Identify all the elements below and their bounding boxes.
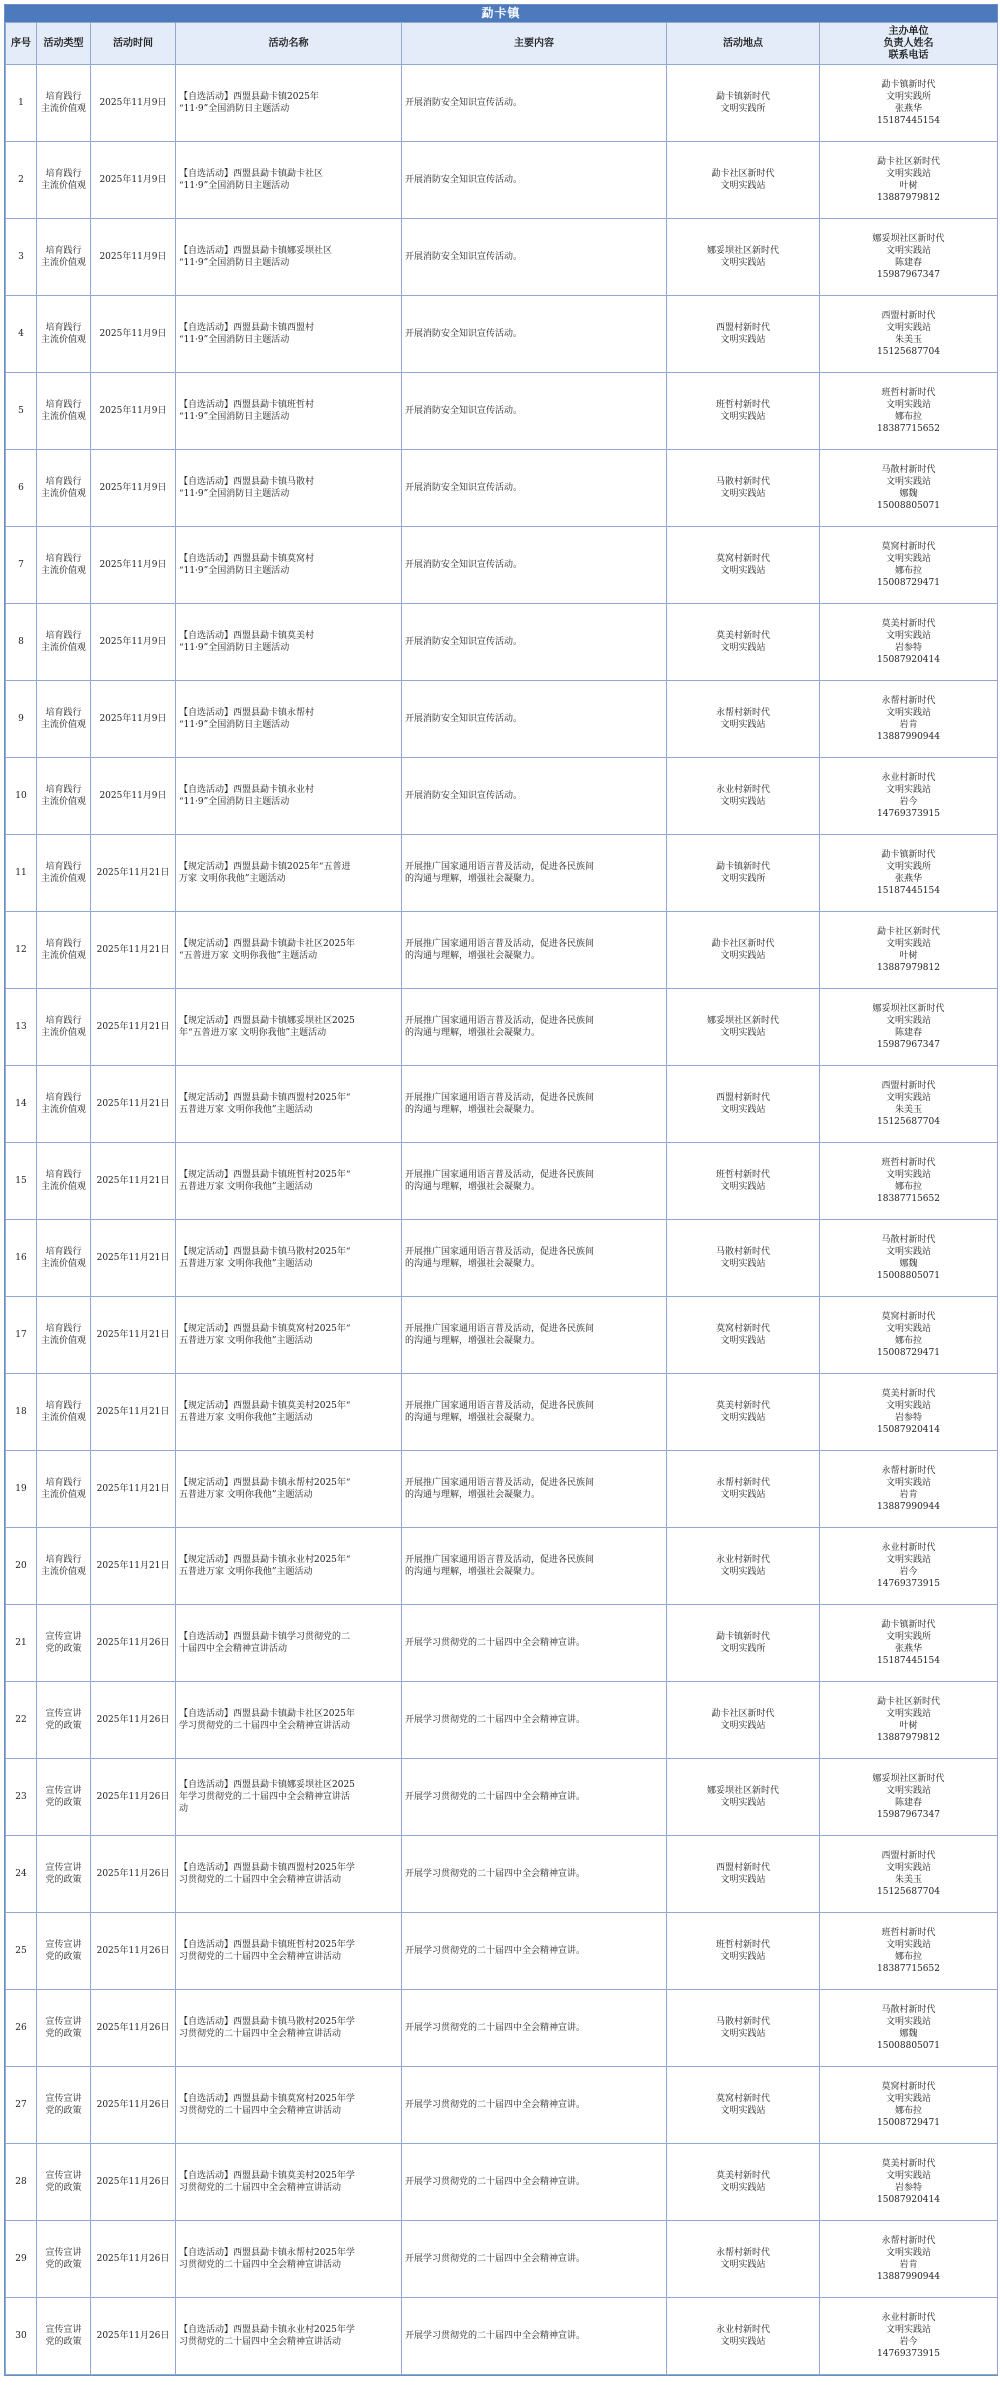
cell-content: 开展消防安全知识宣传活动。 <box>402 527 667 604</box>
cell-name: 【规定活动】西盟县勐卡镇永业村2025年“ 五普进万家 文明你我他”主题活动 <box>176 1528 402 1605</box>
cell-type: 宣传宣讲 党的政策 <box>37 1605 91 1682</box>
cell-content: 开展消防安全知识宣传活动。 <box>402 142 667 219</box>
cell-seq: 19 <box>6 1451 37 1528</box>
cell-place: 班哲村新时代 文明实践站 <box>667 1913 820 1990</box>
table-row <box>6 527 998 604</box>
cell-type: 宣传宣讲 党的政策 <box>37 2144 91 2221</box>
cell-seq: 22 <box>6 1682 37 1759</box>
table-row <box>6 1759 998 1836</box>
cell-name: 【自选活动】西盟县勐卡镇永业村2025年学 习贯彻党的二十届四中全会精神宣讲活动 <box>176 2298 402 2375</box>
table-row <box>6 1605 998 1682</box>
cell-time: 2025年11月26日 <box>91 1990 176 2067</box>
cell-place: 勐卡社区新时代 文明实践站 <box>667 1682 820 1759</box>
header-name: 活动名称 <box>176 23 402 65</box>
table-row <box>6 604 998 681</box>
table-row <box>6 1682 998 1759</box>
cell-org: 西盟村新时代 文明实践站 朱美玉 15125687704 <box>820 1066 998 1143</box>
cell-time: 2025年11月21日 <box>91 1066 176 1143</box>
cell-type: 培育践行 主流价值观 <box>37 758 91 835</box>
cell-type: 培育践行 主流价值观 <box>37 604 91 681</box>
cell-org: 勐卡镇新时代 文明实践所 张燕华 15187445154 <box>820 65 998 142</box>
cell-content: 开展消防安全知识宣传活动。 <box>402 758 667 835</box>
cell-time: 2025年11月9日 <box>91 758 176 835</box>
table-row <box>6 1220 998 1297</box>
cell-seq: 28 <box>6 2144 37 2221</box>
cell-seq: 13 <box>6 989 37 1066</box>
cell-type: 宣传宣讲 党的政策 <box>37 2067 91 2144</box>
table-row <box>6 2067 998 2144</box>
cell-seq: 20 <box>6 1528 37 1605</box>
cell-name: 【自选活动】西盟县勐卡镇勐卡社区2025年 学习贯彻党的二十届四中全会精神宣讲活动 <box>176 1682 402 1759</box>
cell-time: 2025年11月21日 <box>91 989 176 1066</box>
cell-seq: 23 <box>6 1759 37 1836</box>
cell-type: 培育践行 主流价值观 <box>37 1451 91 1528</box>
table-row <box>6 450 998 527</box>
cell-time: 2025年11月21日 <box>91 1297 176 1374</box>
cell-name: 【规定活动】西盟县勐卡镇班哲村2025年“ 五普进万家 文明你我他”主题活动 <box>176 1143 402 1220</box>
cell-name: 【自选活动】西盟县勐卡镇2025年 “11·9”全国消防日主题活动 <box>176 65 402 142</box>
table-row <box>6 296 998 373</box>
activity-table <box>5 22 998 2375</box>
cell-content: 开展学习贯彻党的二十届四中全会精神宣讲。 <box>402 2298 667 2375</box>
cell-org: 永帮村新时代 文明实践站 岩肯 13887990944 <box>820 1451 998 1528</box>
cell-content: 开展学习贯彻党的二十届四中全会精神宣讲。 <box>402 2067 667 2144</box>
cell-type: 宣传宣讲 党的政策 <box>37 2298 91 2375</box>
table-row <box>6 1451 998 1528</box>
header-row <box>6 23 998 65</box>
cell-type: 培育践行 主流价值观 <box>37 450 91 527</box>
cell-name: 【自选活动】西盟县勐卡镇班哲村2025年学 习贯彻党的二十届四中全会精神宣讲活动 <box>176 1913 402 1990</box>
cell-name: 【自选活动】西盟县勐卡镇莫美村2025年学 习贯彻党的二十届四中全会精神宣讲活动 <box>176 2144 402 2221</box>
cell-place: 莫美村新时代 文明实践站 <box>667 604 820 681</box>
table-row <box>6 1066 998 1143</box>
cell-content: 开展推广国家通用语言普及活动，促进各民族间 的沟通与理解，增强社会凝聚力。 <box>402 835 667 912</box>
cell-time: 2025年11月9日 <box>91 527 176 604</box>
table-row <box>6 1374 998 1451</box>
cell-seq: 11 <box>6 835 37 912</box>
cell-type: 培育践行 主流价值观 <box>37 835 91 912</box>
cell-place: 勐卡社区新时代 文明实践站 <box>667 142 820 219</box>
cell-content: 开展学习贯彻党的二十届四中全会精神宣讲。 <box>402 1836 667 1913</box>
cell-name: 【自选活动】西盟县勐卡镇西盟村 “11·9”全国消防日主题活动 <box>176 296 402 373</box>
cell-org: 娜妥坝社区新时代 文明实践站 陈建春 15987967347 <box>820 219 998 296</box>
cell-type: 培育践行 主流价值观 <box>37 1297 91 1374</box>
cell-seq: 29 <box>6 2221 37 2298</box>
cell-time: 2025年11月9日 <box>91 450 176 527</box>
cell-time: 2025年11月21日 <box>91 1528 176 1605</box>
table-row <box>6 1913 998 1990</box>
cell-org: 马散村新时代 文明实践站 娜魏 15008805071 <box>820 1220 998 1297</box>
cell-time: 2025年11月26日 <box>91 1836 176 1913</box>
table-row <box>6 1143 998 1220</box>
table-row <box>6 912 998 989</box>
cell-type: 宣传宣讲 党的政策 <box>37 1913 91 1990</box>
table-row <box>6 1836 998 1913</box>
cell-seq: 9 <box>6 681 37 758</box>
cell-place: 永业村新时代 文明实践站 <box>667 758 820 835</box>
table-row <box>6 373 998 450</box>
header-place: 活动地点 <box>667 23 820 65</box>
cell-time: 2025年11月26日 <box>91 1759 176 1836</box>
cell-place: 马散村新时代 文明实践站 <box>667 1990 820 2067</box>
cell-name: 【规定活动】西盟县勐卡镇永帮村2025年“ 五普进万家 文明你我他”主题活动 <box>176 1451 402 1528</box>
cell-time: 2025年11月21日 <box>91 1451 176 1528</box>
cell-name: 【自选活动】西盟县勐卡镇马散村2025年学 习贯彻党的二十届四中全会精神宣讲活动 <box>176 1990 402 2067</box>
cell-name: 【规定活动】西盟县勐卡镇2025年“五普进 万家 文明你我他”主题活动 <box>176 835 402 912</box>
cell-org: 永业村新时代 文明实践站 岩今 14769373915 <box>820 2298 998 2375</box>
cell-time: 2025年11月26日 <box>91 2221 176 2298</box>
cell-time: 2025年11月9日 <box>91 296 176 373</box>
cell-time: 2025年11月9日 <box>91 604 176 681</box>
cell-seq: 15 <box>6 1143 37 1220</box>
cell-name: 【自选活动】西盟县勐卡镇莫窝村 “11·9”全国消防日主题活动 <box>176 527 402 604</box>
cell-seq: 16 <box>6 1220 37 1297</box>
cell-place: 西盟村新时代 文明实践站 <box>667 1066 820 1143</box>
cell-type: 培育践行 主流价值观 <box>37 1143 91 1220</box>
cell-time: 2025年11月9日 <box>91 219 176 296</box>
cell-name: 【自选活动】西盟县勐卡镇勐卡社区 “11·9”全国消防日主题活动 <box>176 142 402 219</box>
cell-place: 莫美村新时代 文明实践站 <box>667 2144 820 2221</box>
cell-time: 2025年11月21日 <box>91 1143 176 1220</box>
table-row <box>6 2298 998 2375</box>
table-row <box>6 219 998 296</box>
cell-content: 开展学习贯彻党的二十届四中全会精神宣讲。 <box>402 2144 667 2221</box>
cell-time: 2025年11月9日 <box>91 65 176 142</box>
cell-content: 开展推广国家通用语言普及活动，促进各民族间 的沟通与理解，增强社会凝聚力。 <box>402 1066 667 1143</box>
cell-time: 2025年11月26日 <box>91 1605 176 1682</box>
header-time: 活动时间 <box>91 23 176 65</box>
cell-place: 莫窝村新时代 文明实践站 <box>667 2067 820 2144</box>
cell-type: 培育践行 主流价值观 <box>37 1528 91 1605</box>
cell-content: 开展消防安全知识宣传活动。 <box>402 219 667 296</box>
cell-name: 【自选活动】西盟县勐卡镇娜妥坝社区2025 年学习贯彻党的二十届四中全会精神宣讲活 动 <box>176 1759 402 1836</box>
cell-place: 勐卡镇新时代 文明实践所 <box>667 65 820 142</box>
cell-name: 【规定活动】西盟县勐卡镇西盟村2025年“ 五普进万家 文明你我他”主题活动 <box>176 1066 402 1143</box>
cell-seq: 6 <box>6 450 37 527</box>
cell-content: 开展推广国家通用语言普及活动，促进各民族间 的沟通与理解，增强社会凝聚力。 <box>402 1220 667 1297</box>
cell-time: 2025年11月26日 <box>91 1913 176 1990</box>
table-row <box>6 681 998 758</box>
cell-place: 永帮村新时代 文明实践站 <box>667 681 820 758</box>
cell-org: 莫窝村新时代 文明实践站 娜布拉 15008729471 <box>820 527 998 604</box>
cell-org: 西盟村新时代 文明实践站 朱美玉 15125687704 <box>820 1836 998 1913</box>
cell-content: 开展消防安全知识宣传活动。 <box>402 450 667 527</box>
cell-name: 【自选活动】西盟县勐卡镇永帮村 “11·9”全国消防日主题活动 <box>176 681 402 758</box>
table-row <box>6 835 998 912</box>
cell-org: 班哲村新时代 文明实践站 娜布拉 18387715652 <box>820 1913 998 1990</box>
cell-org: 娜妥坝社区新时代 文明实践站 陈建春 15987967347 <box>820 1759 998 1836</box>
cell-org: 永业村新时代 文明实践站 岩今 14769373915 <box>820 758 998 835</box>
cell-place: 永业村新时代 文明实践站 <box>667 1528 820 1605</box>
cell-type: 培育践行 主流价值观 <box>37 989 91 1066</box>
cell-content: 开展消防安全知识宣传活动。 <box>402 681 667 758</box>
cell-org: 莫窝村新时代 文明实践站 娜布拉 15008729471 <box>820 1297 998 1374</box>
cell-type: 培育践行 主流价值观 <box>37 142 91 219</box>
table-row <box>6 989 998 1066</box>
table-row <box>6 1528 998 1605</box>
cell-content: 开展学习贯彻党的二十届四中全会精神宣讲。 <box>402 1913 667 1990</box>
cell-seq: 17 <box>6 1297 37 1374</box>
cell-content: 开展消防安全知识宣传活动。 <box>402 296 667 373</box>
cell-time: 2025年11月9日 <box>91 142 176 219</box>
cell-content: 开展推广国家通用语言普及活动，促进各民族间 的沟通与理解，增强社会凝聚力。 <box>402 1528 667 1605</box>
cell-seq: 4 <box>6 296 37 373</box>
cell-seq: 25 <box>6 1913 37 1990</box>
cell-place: 马散村新时代 文明实践站 <box>667 1220 820 1297</box>
cell-place: 马散村新时代 文明实践站 <box>667 450 820 527</box>
cell-type: 培育践行 主流价值观 <box>37 1066 91 1143</box>
cell-time: 2025年11月26日 <box>91 2298 176 2375</box>
cell-content: 开展学习贯彻党的二十届四中全会精神宣讲。 <box>402 2221 667 2298</box>
cell-type: 宣传宣讲 党的政策 <box>37 1682 91 1759</box>
header-org: 主办单位 负责人姓名 联系电话 <box>820 23 998 65</box>
cell-org: 永业村新时代 文明实践站 岩今 14769373915 <box>820 1528 998 1605</box>
cell-place: 勐卡镇新时代 文明实践所 <box>667 835 820 912</box>
cell-place: 娜妥坝社区新时代 文明实践站 <box>667 989 820 1066</box>
cell-time: 2025年11月26日 <box>91 2067 176 2144</box>
cell-org: 勐卡社区新时代 文明实践站 叶树 13887979812 <box>820 912 998 989</box>
cell-type: 宣传宣讲 党的政策 <box>37 1990 91 2067</box>
cell-type: 培育践行 主流价值观 <box>37 912 91 989</box>
cell-seq: 26 <box>6 1990 37 2067</box>
cell-org: 西盟村新时代 文明实践站 朱美玉 15125687704 <box>820 296 998 373</box>
cell-content: 开展推广国家通用语言普及活动，促进各民族间 的沟通与理解，增强社会凝聚力。 <box>402 1297 667 1374</box>
cell-time: 2025年11月26日 <box>91 1682 176 1759</box>
cell-type: 宣传宣讲 党的政策 <box>37 1759 91 1836</box>
cell-seq: 27 <box>6 2067 37 2144</box>
cell-type: 培育践行 主流价值观 <box>37 1220 91 1297</box>
cell-time: 2025年11月21日 <box>91 912 176 989</box>
cell-type: 培育践行 主流价值观 <box>37 681 91 758</box>
cell-content: 开展推广国家通用语言普及活动，促进各民族间 的沟通与理解，增强社会凝聚力。 <box>402 1451 667 1528</box>
header-type: 活动类型 <box>37 23 91 65</box>
cell-content: 开展学习贯彻党的二十届四中全会精神宣讲。 <box>402 1759 667 1836</box>
header-content: 主要内容 <box>402 23 667 65</box>
cell-type: 培育践行 主流价值观 <box>37 219 91 296</box>
cell-name: 【自选活动】西盟县勐卡镇永业村 “11·9”全国消防日主题活动 <box>176 758 402 835</box>
cell-content: 开展消防安全知识宣传活动。 <box>402 604 667 681</box>
cell-seq: 18 <box>6 1374 37 1451</box>
cell-org: 马散村新时代 文明实践站 娜魏 15008805071 <box>820 1990 998 2067</box>
table-row <box>6 65 998 142</box>
cell-org: 娜妥坝社区新时代 文明实践站 陈建春 15987967347 <box>820 989 998 1066</box>
cell-org: 莫窝村新时代 文明实践站 娜布拉 15008729471 <box>820 2067 998 2144</box>
cell-place: 莫窝村新时代 文明实践站 <box>667 527 820 604</box>
cell-time: 2025年11月21日 <box>91 1374 176 1451</box>
cell-time: 2025年11月9日 <box>91 681 176 758</box>
cell-seq: 10 <box>6 758 37 835</box>
cell-content: 开展消防安全知识宣传活动。 <box>402 373 667 450</box>
cell-org: 勐卡社区新时代 文明实践站 叶树 13887979812 <box>820 142 998 219</box>
table-row <box>6 2221 998 2298</box>
cell-name: 【自选活动】西盟县勐卡镇马散村 “11·9”全国消防日主题活动 <box>176 450 402 527</box>
cell-seq: 7 <box>6 527 37 604</box>
cell-org: 班哲村新时代 文明实践站 娜布拉 18387715652 <box>820 373 998 450</box>
cell-seq: 30 <box>6 2298 37 2375</box>
cell-type: 培育践行 主流价值观 <box>37 527 91 604</box>
cell-place: 勐卡社区新时代 文明实践站 <box>667 912 820 989</box>
cell-name: 【自选活动】西盟县勐卡镇西盟村2025年学 习贯彻党的二十届四中全会精神宣讲活动 <box>176 1836 402 1913</box>
cell-seq: 12 <box>6 912 37 989</box>
cell-place: 永帮村新时代 文明实践站 <box>667 2221 820 2298</box>
cell-type: 培育践行 主流价值观 <box>37 65 91 142</box>
cell-seq: 8 <box>6 604 37 681</box>
cell-type: 宣传宣讲 党的政策 <box>37 1836 91 1913</box>
cell-name: 【自选活动】西盟县勐卡镇娜妥坝社区 “11·9”全国消防日主题活动 <box>176 219 402 296</box>
cell-org: 勐卡镇新时代 文明实践所 张燕华 15187445154 <box>820 835 998 912</box>
cell-content: 开展推广国家通用语言普及活动，促进各民族间 的沟通与理解，增强社会凝聚力。 <box>402 1374 667 1451</box>
table-row <box>6 142 998 219</box>
header-seq: 序号 <box>6 23 37 65</box>
cell-content: 开展推广国家通用语言普及活动，促进各民族间 的沟通与理解，增强社会凝聚力。 <box>402 989 667 1066</box>
cell-place: 西盟村新时代 文明实践站 <box>667 296 820 373</box>
cell-seq: 21 <box>6 1605 37 1682</box>
cell-time: 2025年11月9日 <box>91 373 176 450</box>
cell-org: 马散村新时代 文明实践站 娜魏 15008805071 <box>820 450 998 527</box>
cell-org: 莫美村新时代 文明实践站 岩参特 15087920414 <box>820 1374 998 1451</box>
table-row <box>6 1297 998 1374</box>
cell-name: 【自选活动】西盟县勐卡镇学习贯彻党的二 十届四中全会精神宣讲活动 <box>176 1605 402 1682</box>
cell-seq: 14 <box>6 1066 37 1143</box>
cell-type: 培育践行 主流价值观 <box>37 1374 91 1451</box>
cell-org: 永帮村新时代 文明实践站 岩肯 13887990944 <box>820 681 998 758</box>
cell-time: 2025年11月21日 <box>91 835 176 912</box>
cell-place: 勐卡镇新时代 文明实践所 <box>667 1605 820 1682</box>
activity-table-sheet <box>4 4 998 2376</box>
table-row <box>6 758 998 835</box>
cell-place: 西盟村新时代 文明实践站 <box>667 1836 820 1913</box>
cell-org: 勐卡社区新时代 文明实践站 叶树 13887979812 <box>820 1682 998 1759</box>
table-row <box>6 1990 998 2067</box>
cell-name: 【规定活动】西盟县勐卡镇莫美村2025年“ 五普进万家 文明你我他”主题活动 <box>176 1374 402 1451</box>
cell-org: 班哲村新时代 文明实践站 娜布拉 18387715652 <box>820 1143 998 1220</box>
cell-name: 【规定活动】西盟县勐卡镇娜妥坝社区2025 年“五普进万家 文明你我他”主题活动 <box>176 989 402 1066</box>
cell-seq: 1 <box>6 65 37 142</box>
cell-place: 班哲村新时代 文明实践站 <box>667 373 820 450</box>
cell-time: 2025年11月21日 <box>91 1220 176 1297</box>
cell-seq: 5 <box>6 373 37 450</box>
cell-name: 【规定活动】西盟县勐卡镇勐卡社区2025年 “五普进万家 文明你我他”主题活动 <box>176 912 402 989</box>
cell-place: 永业村新时代 文明实践站 <box>667 2298 820 2375</box>
cell-org: 莫美村新时代 文明实践站 岩参特 15087920414 <box>820 2144 998 2221</box>
cell-name: 【规定活动】西盟县勐卡镇马散村2025年“ 五普进万家 文明你我他”主题活动 <box>176 1220 402 1297</box>
cell-place: 永帮村新时代 文明实践站 <box>667 1451 820 1528</box>
cell-type: 培育践行 主流价值观 <box>37 373 91 450</box>
cell-content: 开展学习贯彻党的二十届四中全会精神宣讲。 <box>402 1605 667 1682</box>
cell-place: 班哲村新时代 文明实践站 <box>667 1143 820 1220</box>
cell-time: 2025年11月26日 <box>91 2144 176 2221</box>
table-row <box>6 2144 998 2221</box>
cell-name: 【自选活动】西盟县勐卡镇班哲村 “11·9”全国消防日主题活动 <box>176 373 402 450</box>
cell-org: 永帮村新时代 文明实践站 岩肯 13887990944 <box>820 2221 998 2298</box>
cell-content: 开展推广国家通用语言普及活动，促进各民族间 的沟通与理解，增强社会凝聚力。 <box>402 912 667 989</box>
cell-name: 【规定活动】西盟县勐卡镇莫窝村2025年“ 五普进万家 文明你我他”主题活动 <box>176 1297 402 1374</box>
cell-seq: 2 <box>6 142 37 219</box>
cell-name: 【自选活动】西盟县勐卡镇莫窝村2025年学 习贯彻党的二十届四中全会精神宣讲活动 <box>176 2067 402 2144</box>
cell-place: 莫美村新时代 文明实践站 <box>667 1374 820 1451</box>
cell-name: 【自选活动】西盟县勐卡镇莫美村 “11·9”全国消防日主题活动 <box>176 604 402 681</box>
cell-place: 娜妥坝社区新时代 文明实践站 <box>667 219 820 296</box>
cell-place: 娜妥坝社区新时代 文明实践站 <box>667 1759 820 1836</box>
cell-org: 莫美村新时代 文明实践站 岩参特 15087920414 <box>820 604 998 681</box>
cell-place: 莫窝村新时代 文明实践站 <box>667 1297 820 1374</box>
cell-content: 开展学习贯彻党的二十届四中全会精神宣讲。 <box>402 1682 667 1759</box>
cell-org: 勐卡镇新时代 文明实践所 张燕华 15187445154 <box>820 1605 998 1682</box>
table-body <box>6 65 998 2375</box>
cell-type: 培育践行 主流价值观 <box>37 296 91 373</box>
table-title: 勐卡镇 <box>5 5 997 22</box>
cell-content: 开展推广国家通用语言普及活动，促进各民族间 的沟通与理解，增强社会凝聚力。 <box>402 1143 667 1220</box>
cell-type: 宣传宣讲 党的政策 <box>37 2221 91 2298</box>
cell-seq: 24 <box>6 1836 37 1913</box>
cell-content: 开展学习贯彻党的二十届四中全会精神宣讲。 <box>402 1990 667 2067</box>
cell-seq: 3 <box>6 219 37 296</box>
cell-name: 【自选活动】西盟县勐卡镇永帮村2025年学 习贯彻党的二十届四中全会精神宣讲活动 <box>176 2221 402 2298</box>
cell-content: 开展消防安全知识宣传活动。 <box>402 65 667 142</box>
